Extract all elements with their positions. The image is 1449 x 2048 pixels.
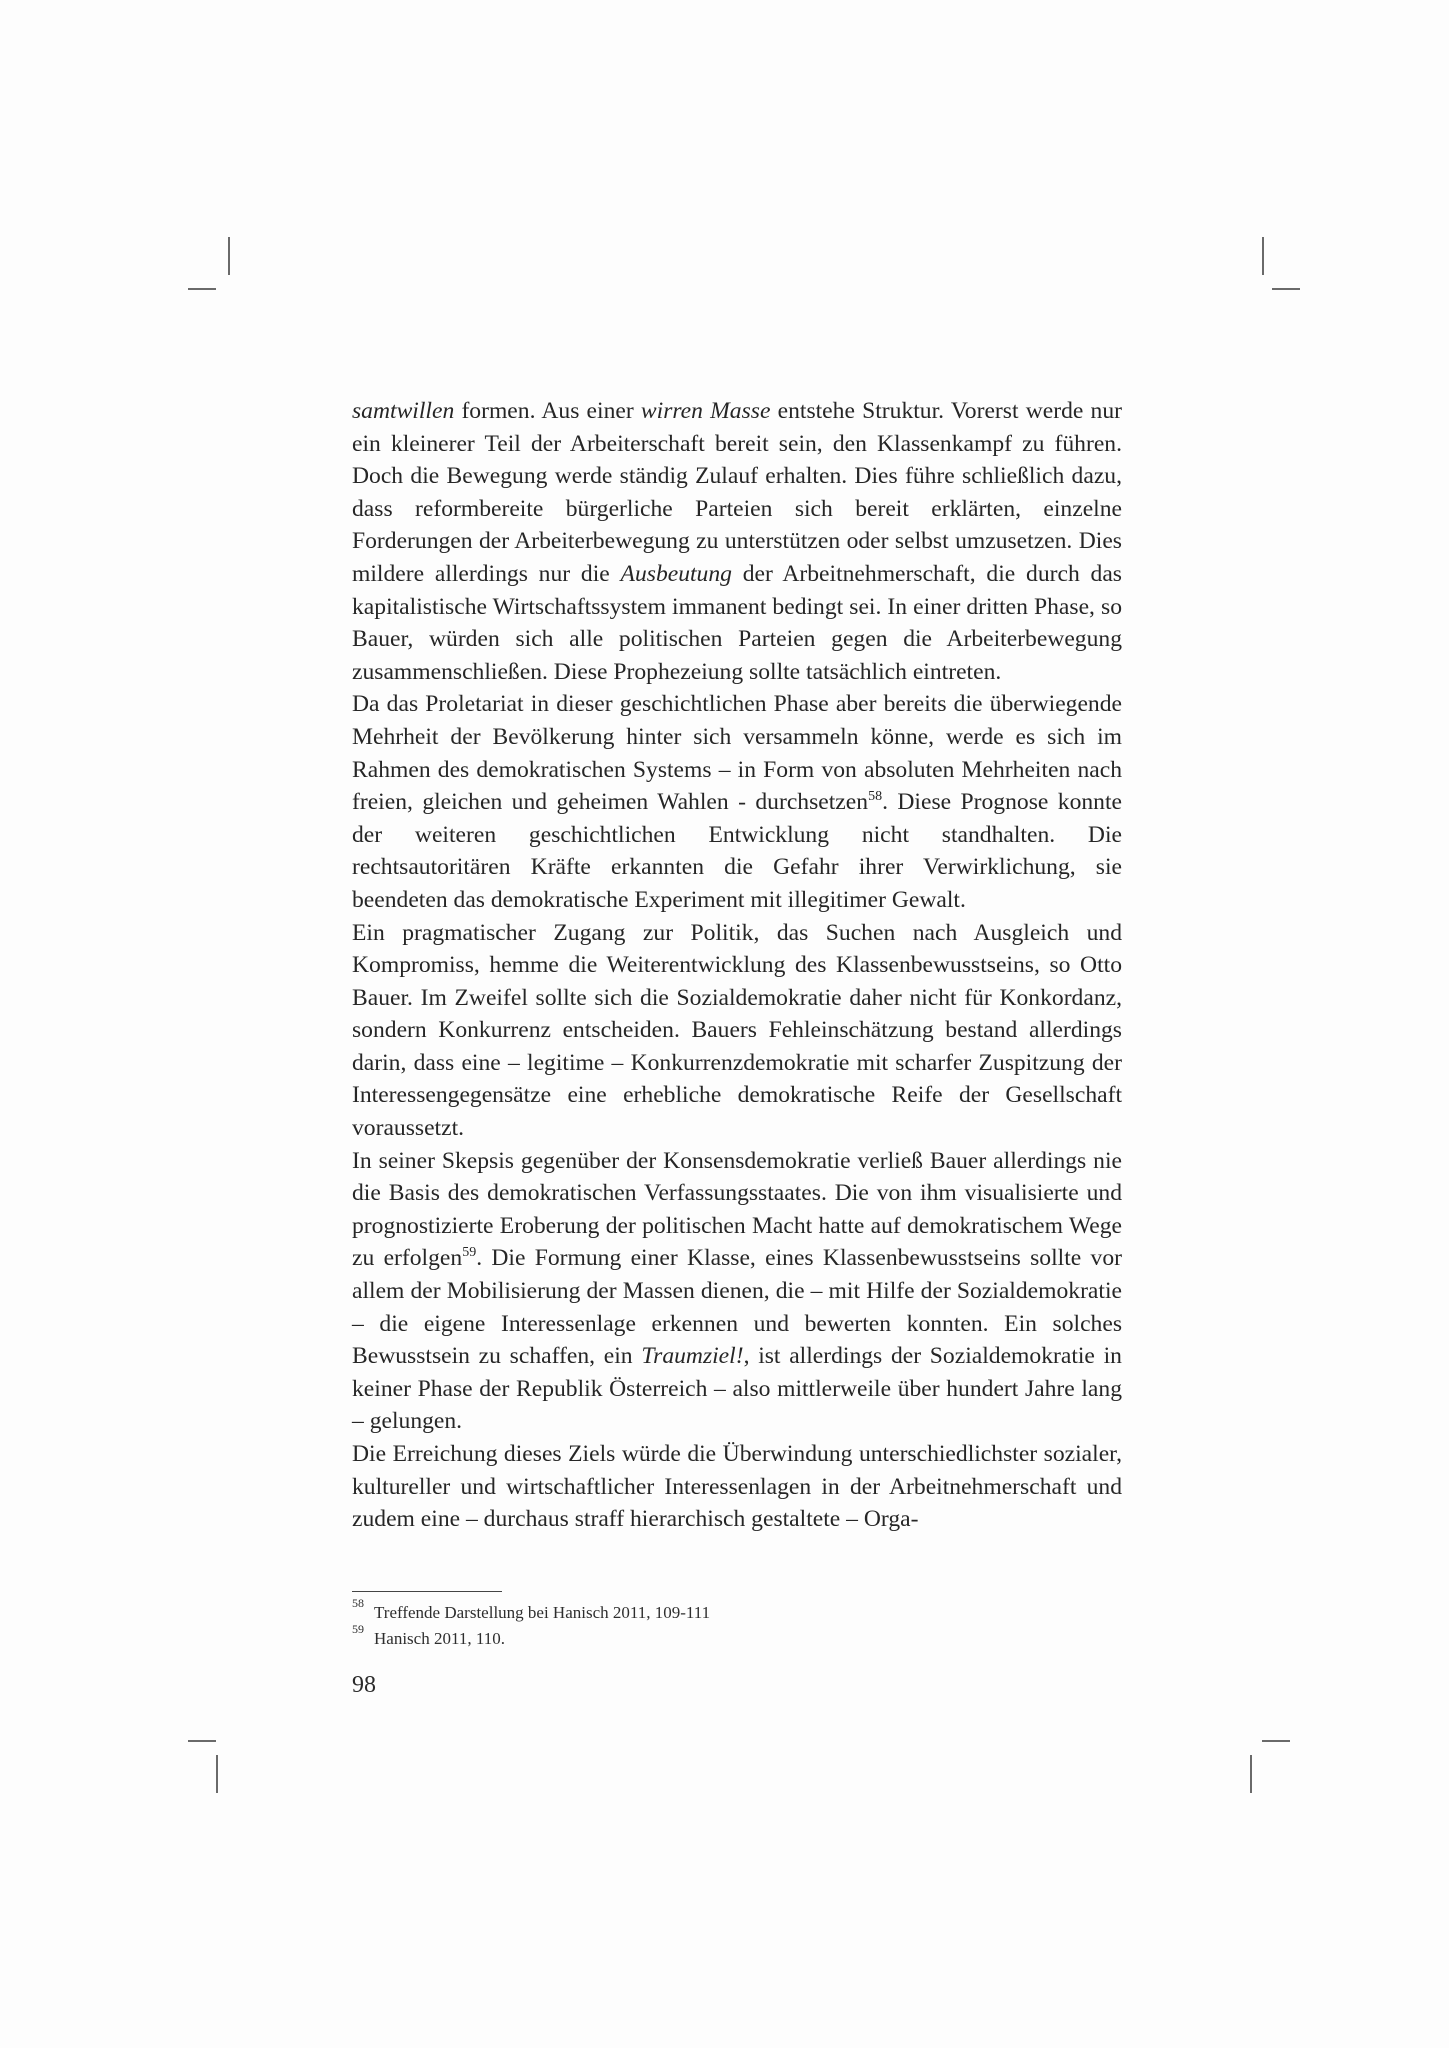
paragraph-text: Da das Proletariat in dieser geschichtlichen Phase aber bereits die überwiegende Mehrheit der Bevölkerung hinter sich versammeln könne, werde es sich im Rahmen des demokratischen Systems – in Form von absoluten Mehrheiten nach freien, gleichen und geheimen Wahlen - durchsetzen <box>352 691 1122 816</box>
emphasis-text: Ausbeutung <box>620 560 732 587</box>
crop-mark-top-left-vertical <box>228 237 230 275</box>
crop-mark-top-right-horizontal <box>1272 288 1300 290</box>
footnote-reference[interactable]: 59 <box>462 1245 477 1261</box>
paragraph-text: , ist allerdings der Sozialdemokratie in keiner Phase der Republik Österreich – also mittlerweile über hundert Jahre lang – gelungen. <box>352 1343 1122 1435</box>
paragraph-text: . Die Formung einer Klasse, eines Klassenbewusstseins sollte vor allem der Mobilisierung der Massen dienen, die – mit Hilfe der Sozialdemokratie – die eigene Interessenlage erkennen und bewerten konnten. Ein solches Bewusstsein zu schaffen, ein <box>352 1245 1122 1370</box>
crop-mark-bottom-right-horizontal <box>1262 1740 1290 1742</box>
body-text <box>352 395 1122 1536</box>
emphasis-text: samtwillen <box>352 398 455 424</box>
emphasis-text: Traumziel! <box>641 1343 744 1370</box>
footnotes <box>352 1596 1122 1652</box>
crop-mark-bottom-left-vertical <box>216 1755 218 1793</box>
paragraph <box>352 917 1122 1145</box>
crop-mark-bottom-left-horizontal <box>188 1740 216 1742</box>
page-number: 98 <box>352 1672 376 1698</box>
paragraph <box>352 1145 1122 1438</box>
crop-mark-bottom-right-vertical <box>1250 1755 1252 1793</box>
footnote-divider <box>352 1591 502 1592</box>
footnote-58 <box>352 1596 1122 1626</box>
paragraph-text: entstehe Struktur. Vorerst werde nur ein kleinerer Teil der Arbeiterschaft bereit sein, den Klassenkampf zu führen. Doch die Bewegung werde ständig Zulauf erhalten. Dies führe schließlich dazu, dass reformbereite bürgerliche Parteien sich bereit erklärten, einzelne Forderungen der Arbeiterbewegung zu unterstützen oder selbst umzusetzen. Dies mildere allerdings nur die <box>352 398 1122 587</box>
footnote-reference[interactable]: 58 <box>868 789 883 805</box>
paragraph-text: . Diese Prognose konnte der weiteren geschichtlichen Entwicklung nicht standhalten. Die rechtsautoritären Kräfte erkannten die Gefahr ihrer Verwirklichung, sie beendeten das demokratische Experiment mit illegitimer Gewalt. <box>352 789 1122 913</box>
paragraph-text: Ein pragmatischer Zugang zur Politik, das Suchen nach Ausgleich und Kompromiss, hemme die Weiterentwicklung des Klassenbewusstseins, so Otto Bauer. Im Zweifel sollte sich die Sozialdemokratie daher nicht für Konkordanz, sondern Konkurrenz entscheiden. Bauers Fehleinschätzung bestand allerdings darin, dass eine – legitime – Konkurrenzdemokratie mit scharfer Zuspitzung der Interessengegensätze eine erhebliche demokratische Reife der Gesellschaft voraussetzt. <box>352 919 1122 1142</box>
footnote-text: Hanisch 2011, 110. <box>374 1629 505 1648</box>
footnote-number: 58 <box>352 1596 364 1610</box>
paragraph-text: In seiner Skepsis gegenüber der Konsensdemokratie verließ Bauer allerdings nie die Basis des demokratischen Verfassungsstaates. Die von ihm visualisierte und prognostizierte Eroberung der politischen Macht hatte auf demokratischem Wege zu erfolgen <box>352 1147 1122 1272</box>
crop-mark-top-left-horizontal <box>188 288 216 290</box>
footnote-number: 59 <box>352 1622 364 1636</box>
paragraph <box>352 688 1122 916</box>
emphasis-text: wirren Masse <box>640 398 771 424</box>
paragraph-text: formen. Aus einer <box>454 398 641 424</box>
paragraph-text: Die Erreichung dieses Ziels würde die Überwindung unterschiedlichster sozialer, kultureller und wirtschaftlicher Interessenlagen in der Arbeitnehmerschaft und zudem eine – durchaus straff hierarchisch gestaltete – Orga- <box>352 1441 1122 1533</box>
paragraph-text: der Arbeitnehmerschaft, die durch das kapitalistische Wirtschaftssystem immanent bedingt sei. In einer dritten Phase, so Bauer, würden sich alle politischen Parteien gegen die Arbeiterbewegung zusammenschließen. Diese Prophezeiung sollte tatsächlich eintreten. <box>352 560 1122 685</box>
footnote-text: Treffende Darstellung bei Hanisch 2011, 109-111 <box>374 1603 711 1622</box>
crop-mark-top-right-vertical <box>1262 237 1264 275</box>
paragraph <box>352 395 1122 688</box>
footnote-59 <box>352 1622 1122 1652</box>
paragraph <box>352 1438 1122 1536</box>
